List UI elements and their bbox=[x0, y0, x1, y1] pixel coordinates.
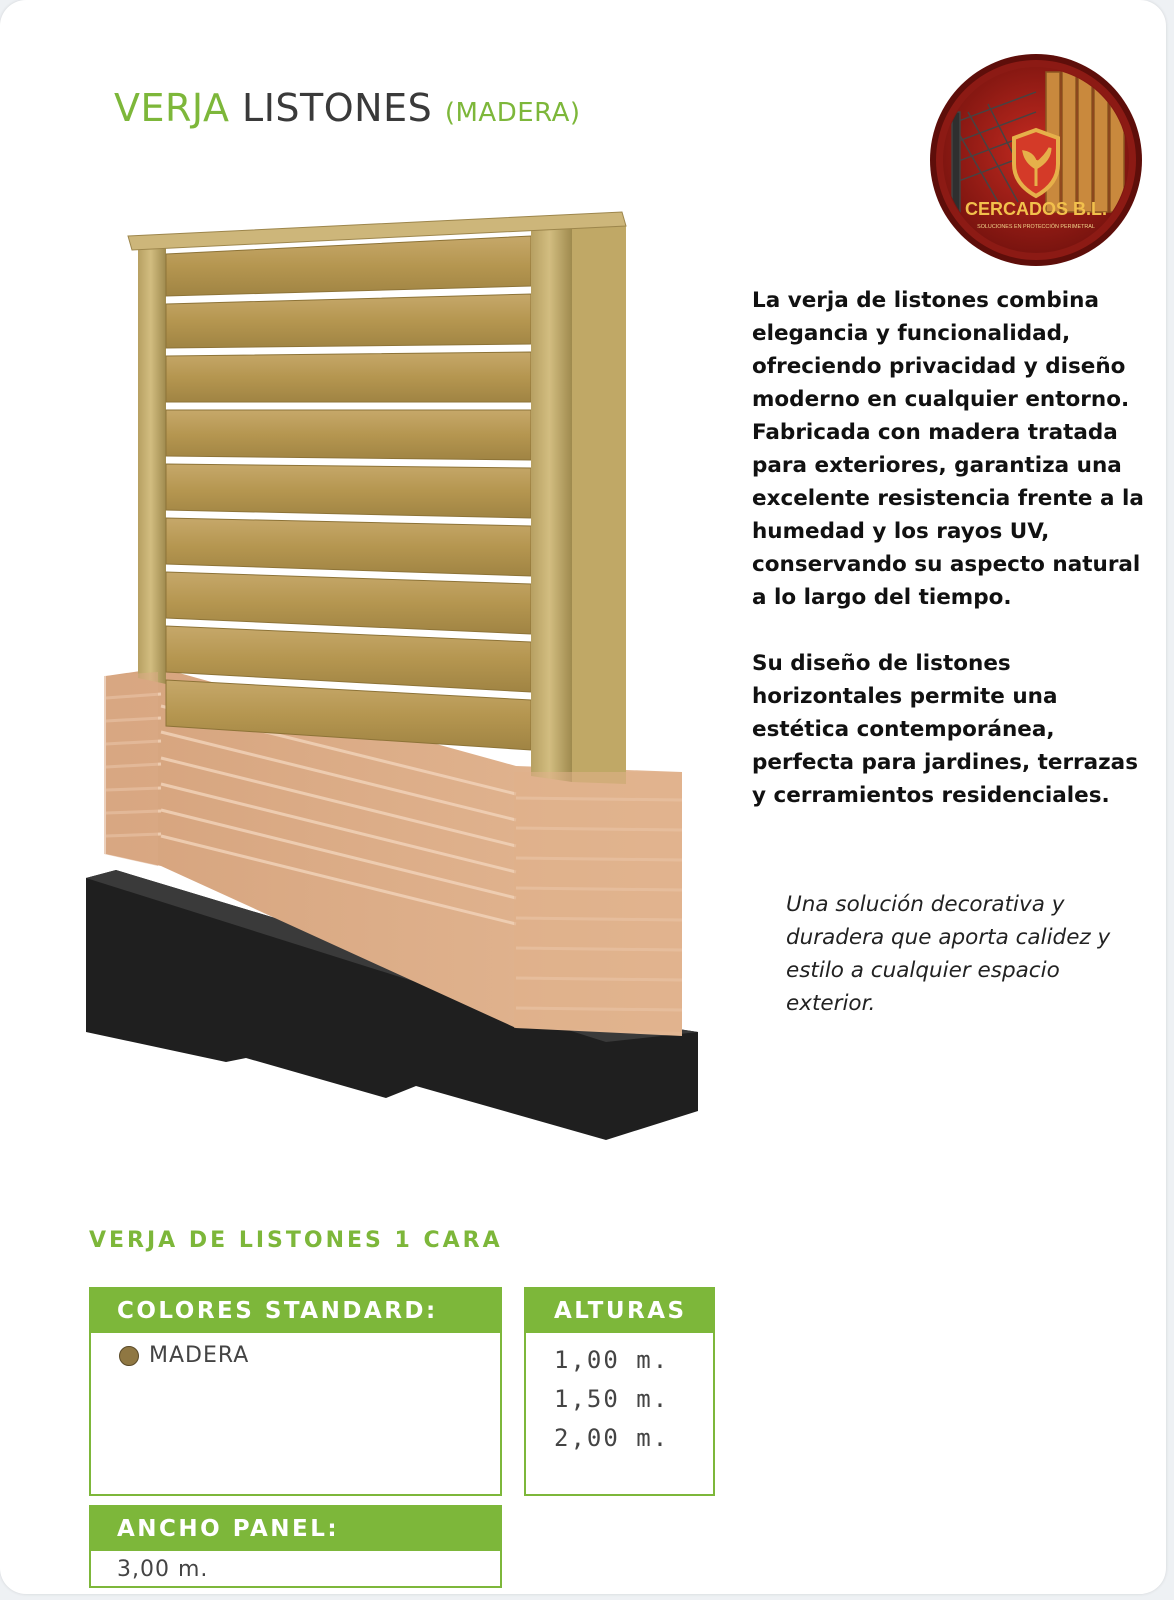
height-option: 1,50 m. bbox=[554, 1385, 670, 1413]
description-paragraph-2: Su diseño de listones horizontales permite una estética contemporánea, perfecta para jardines, terrazas y cerramientos residenciales. bbox=[752, 651, 1138, 808]
color-swatch-icon bbox=[119, 1346, 139, 1366]
panel-width-box bbox=[89, 1505, 502, 1588]
panel-width-value: 3,00 m. bbox=[117, 1557, 209, 1582]
title-word-verja: VERJA bbox=[114, 86, 230, 130]
logo-tagline: SOLUCIONES EN PROTECCIÓN PERIMETRAL bbox=[977, 224, 1095, 230]
cercados-logo bbox=[928, 52, 1144, 268]
panel-width-header: ANCHO PANEL: bbox=[91, 1507, 500, 1551]
heights-panel bbox=[524, 1287, 715, 1496]
specs-subtitle: VERJA DE LISTONES 1 CARA bbox=[89, 1228, 503, 1253]
description bbox=[752, 284, 1157, 845]
title-material: (MADERA) bbox=[444, 98, 581, 128]
color-label: MADERA bbox=[149, 1343, 250, 1368]
description-quote: Una solución decorativa y duradera que aporta calidez y estilo a cualquier espacio exterior. bbox=[786, 892, 1111, 1016]
page-title bbox=[114, 86, 581, 130]
title-word-listones: LISTONES bbox=[242, 86, 433, 130]
color-option bbox=[91, 1343, 500, 1368]
height-option: 2,00 m. bbox=[554, 1424, 670, 1452]
colors-panel bbox=[89, 1287, 502, 1496]
heights-header: ALTURAS bbox=[526, 1289, 713, 1333]
description-paragraph-1: La verja de listones combina elegancia y funcionalidad, ofreciendo privacidad y diseño moderno en cualquier entorno. Fabricada con madera tratada para exteriores, garantiza una excelente resistencia frente a la humedad y los rayos UV, conservando su aspecto natural a lo largo del tiempo. bbox=[752, 288, 1144, 610]
logo-brand: CERCADOS B.L. bbox=[964, 199, 1108, 219]
fence-product-image bbox=[86, 206, 726, 1186]
height-option: 1,00 m. bbox=[554, 1346, 670, 1374]
colors-header: COLORES STANDARD: bbox=[91, 1289, 500, 1333]
